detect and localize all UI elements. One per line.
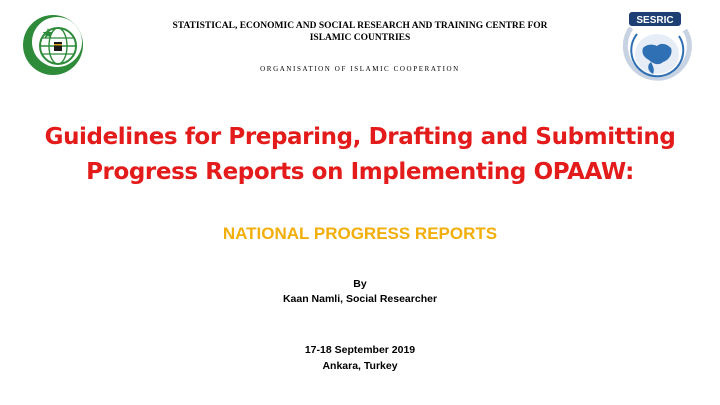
oic-emblem-icon — [18, 10, 88, 80]
event-location: Ankara, Turkey — [322, 360, 398, 372]
sesric-logo-text: SESRIC — [636, 15, 674, 26]
organisation-name-line1: STATISTICAL, ECONOMIC AND SOCIAL RESEARCH AND TRAINING CENTRE FOR — [172, 21, 548, 31]
slide-title-line1: Guidelines for Preparing, Drafting and Submitting — [44, 124, 676, 150]
sesric-globe-icon — [615, 10, 695, 82]
slide-subtitle: NATIONAL PROGRESS REPORTS — [222, 224, 498, 243]
slide-title — [20, 120, 700, 190]
presenter-name: Kaan Namli, Social Researcher — [282, 293, 438, 305]
event-date: 17-18 September 2019 — [304, 344, 416, 356]
organisation-name — [110, 20, 610, 44]
by-label: By — [353, 278, 367, 290]
organisation-name-line2: ISLAMIC COUNTRIES — [309, 33, 411, 43]
organisation-subtitle: ORGANISATION OF ISLAMIC COOPERATION — [260, 65, 460, 73]
slide-title-line2: Progress Reports on Implementing OPAAW: — [86, 159, 634, 185]
